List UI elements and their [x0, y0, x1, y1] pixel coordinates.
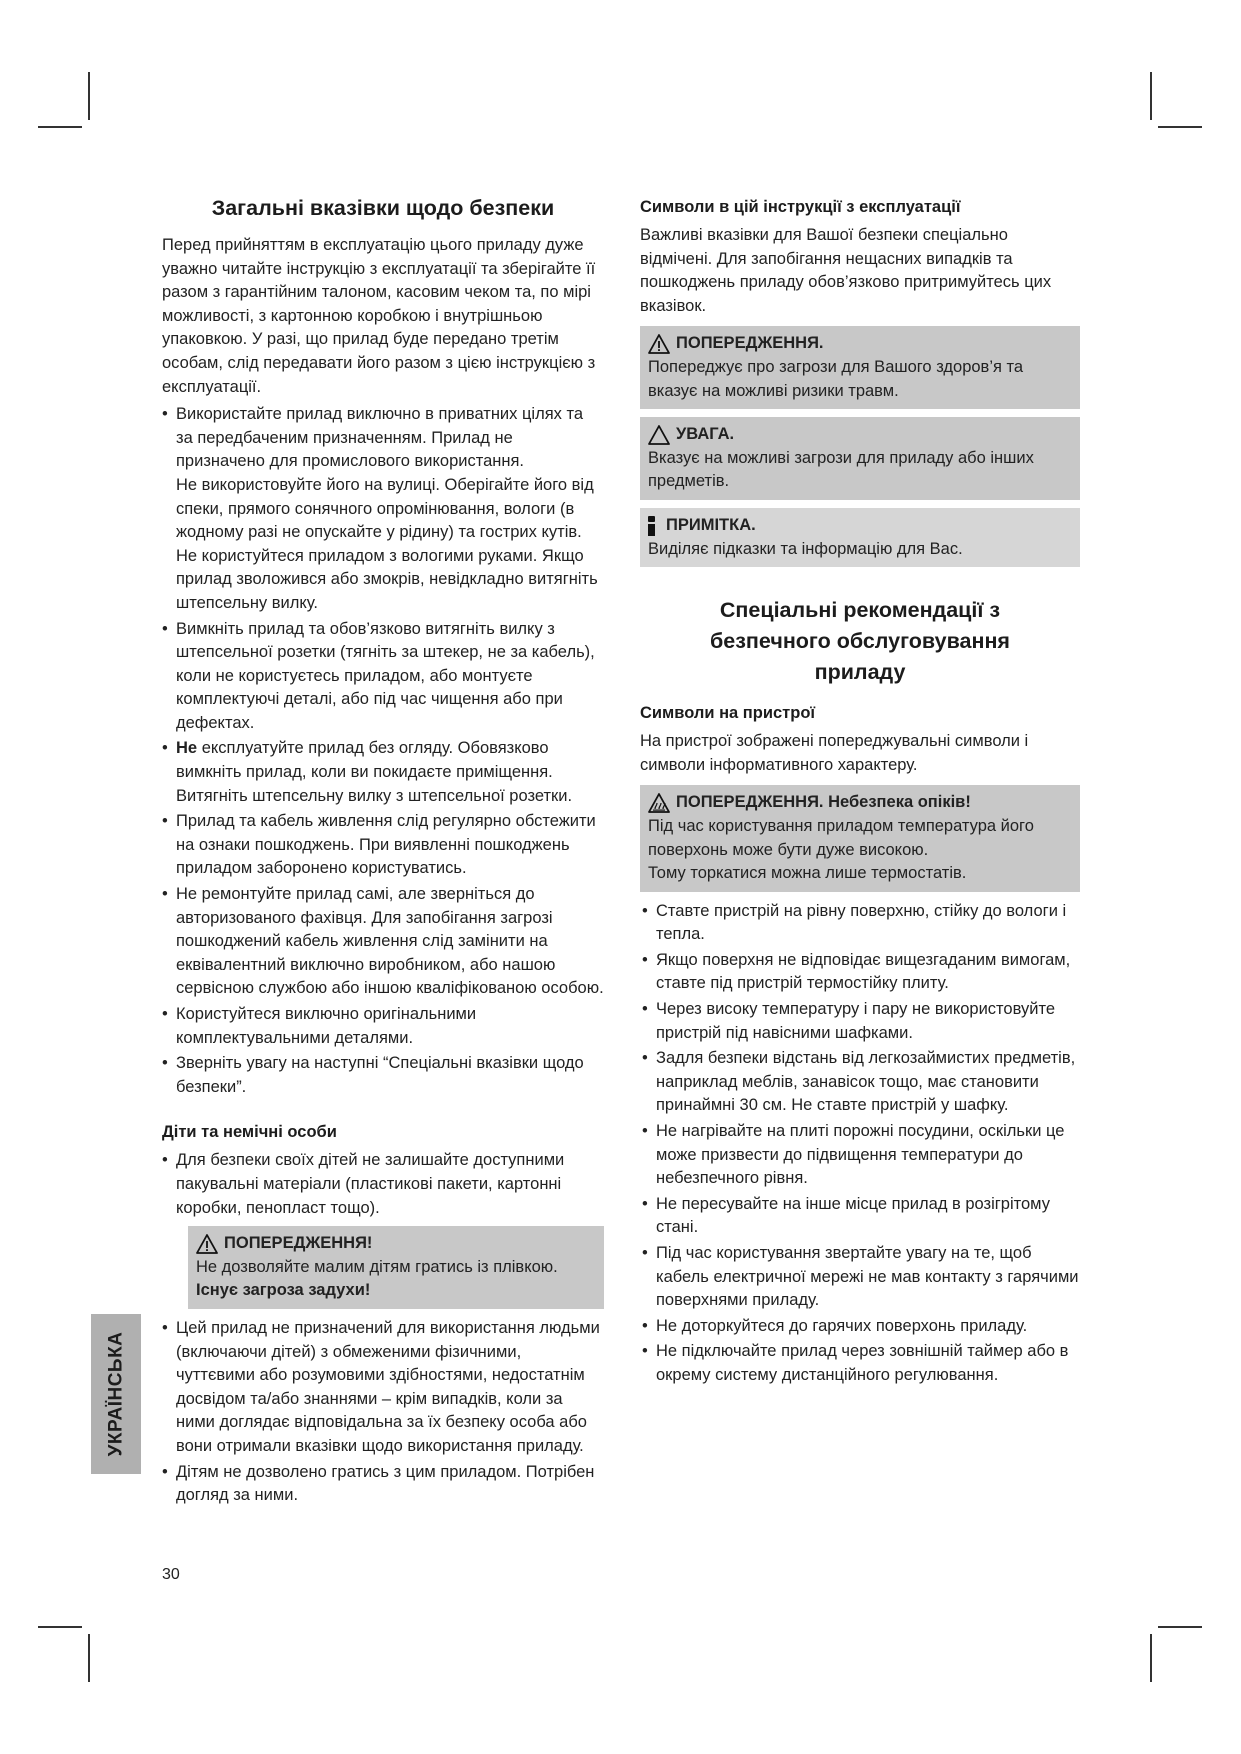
box-burn-text-1: Під час користування приладом температура його поверхонь може бути дуже високою.: [648, 816, 1034, 859]
list-item: [162, 883, 604, 1001]
list-item-text: Не ремонтуйте прилад самі, але зверніться до авторизованого фахівця. Для запобігання загрозі пошкоджений кабель живлення слід замінити на еквівалентний виключно виробником, або нашою сервісною службою або іншою кваліфікованою особою.: [176, 885, 604, 998]
list-item: • Не доторкуйтеся до гарячих поверхонь приладу.: [642, 1315, 1080, 1339]
page-number: 30: [162, 1566, 180, 1583]
crop-mark: [88, 72, 90, 120]
box-caution: [640, 417, 1080, 500]
warning-bold-text: Існує загроза задухи!: [196, 1281, 371, 1300]
section-title-special: Спеціальні рекомендації з безпечного обслуговування приладу: [710, 598, 1010, 685]
hot-surface-warning-icon: [648, 793, 670, 813]
list-item: [162, 1052, 604, 1099]
list-item: • Задля безпеки відстань від легкозаймистих предметів, наприклад меблів, занавісок тощо, має становити принаймні 30 см. Не ставте пристрій у шафку.: [642, 1047, 1080, 1118]
device-symbols-heading: Символи на пристрої: [640, 704, 816, 723]
children-heading: Діти та немічні особи: [162, 1123, 337, 1142]
warning-triangle-icon: [196, 1234, 218, 1254]
list-item-text: Цей прилад не призначений для використання людьми (включаючи дітей) з обмеженими фізичними, чуттєвими або розумовими здібностями, недостатнім досвідом та/або знаннями – крім випадків, коли за ними доглядає відповідальна за їх безпеку особа або вони отримали вказівки щодо використання приладу.: [176, 1318, 600, 1455]
box-warning-label: ПОПЕРЕДЖЕННЯ.: [676, 334, 824, 353]
warning-label: ПОПЕРЕДЖЕННЯ!: [224, 1234, 373, 1253]
list-item: • Не нагрівайте на плиті порожні посудини, оскільки це може призвести до підвищення температури до небезпечного рівня.: [642, 1120, 1080, 1191]
crop-mark: [38, 1626, 82, 1628]
list-item: • Не пересувайте на інше місце прилад в розігрітому стані.: [642, 1193, 1080, 1240]
box-burn-warning: [640, 785, 1080, 891]
list-item-bold: Не: [176, 739, 198, 758]
box-caution-label: УВАГА.: [676, 425, 735, 444]
list-item-text: експлуатуйте прилад без огляду. Обовязково вимкніть прилад, коли ви покидаєте приміщення. Витягніть штепсельну вилку з штепсельної розетки.: [176, 739, 573, 805]
warning-text: Не дозволяйте малим дітям гратись із плівкою. Існує загроза задухи!: [196, 1257, 558, 1300]
children-bullet-list: [162, 1149, 604, 1220]
box-warning: [640, 326, 1080, 409]
symbols-intro: Важливі вказівки для Вашої безпеки спеціально відмічені. Для запобігання нещасних випадків та пошкоджень приладу обов’язково притримуйтесь цих вказівок.: [640, 226, 1052, 315]
children-bullet-list-2: [162, 1317, 604, 1508]
box-warning-text: Попереджує про загрози для Вашого здоров’я та вказує на можливі ризики травм.: [648, 357, 1024, 400]
box-note: [640, 508, 1080, 567]
list-item: [162, 1003, 604, 1050]
list-item: • Через високу температуру і пару не використовуйте пристрій під навісними шафками.: [642, 998, 1080, 1045]
warning-label-row: [196, 1232, 594, 1256]
box-burn-text-2: Тому торкатися можна лише термостатів.: [648, 864, 967, 883]
list-item-text: Користуйтеся виключно оригінальними комплектувальними деталями.: [176, 1005, 477, 1047]
language-side-tab: [91, 1314, 141, 1474]
list-item: • Ставте пристрій на рівну поверхню, стійку до вологи і тепла.: [642, 900, 1080, 947]
list-item: [162, 403, 604, 615]
warning-box-suffocation: [188, 1226, 604, 1309]
crop-mark: [1158, 1626, 1202, 1628]
list-item: • Якщо поверхня не відповідає вищезгаданим вимогам, ставте під пристрій термостійку плиту.: [642, 949, 1080, 996]
section-title-safety: Загальні вказівки щодо безпеки: [211, 196, 555, 220]
list-item-text: Прилад та кабель живлення слід регулярно обстежити на ознаки пошкоджень. При виявленні пошкоджень приладом заборонено користуватись.: [176, 812, 596, 878]
list-item: • Не підключайте прилад через зовнішній таймер або в окрему систему дистанційного регулювання.: [642, 1340, 1080, 1387]
device-bullet-list: [640, 900, 1080, 1388]
box-burn-label: ПОПЕРЕДЖЕННЯ. Небезпека опіків!: [676, 793, 971, 812]
list-item-text: Зверніть увагу на наступні “Спеціальні вказівки щодо безпеки”.: [176, 1054, 584, 1096]
device-symbols-intro: На пристрої зображені попереджувальні символи і символи інформативного характеру.: [640, 732, 1029, 774]
crop-mark: [38, 126, 82, 128]
list-item: [162, 1149, 604, 1220]
list-item-text: Вимкніть прилад та обов’язково витягніть вилку з штепсельної розетки (тягніть за штекер, не за кабель), коли не користуєтесь приладом, або монтуєте комплектуючі деталі, або під час чищення або при дефектах.: [176, 619, 595, 732]
crop-mark: [1158, 126, 1202, 128]
box-caution-text: Вказує на можливі загрози для приладу або інших предметів.: [648, 448, 1034, 491]
language-label: УКРАЇНСЬКА: [105, 1331, 126, 1457]
intro-paragraph: Перед прийняттям в експлуатацію цього приладу дуже уважно читайте інструкцію з експлуатації та зберігайте її разом з гарантійним талоном, касовим чеком та, по мірі можливості, з картонною коробкою і внутрішньою упаковкою. У разі, що прилад буде передано третім особам, слід передавати його разом з цією інструкцією з експлуатації.: [162, 236, 596, 396]
list-item: [162, 618, 604, 736]
list-item-text: Для безпеки своїх дітей не залишайте доступними пакувальні матеріали (пластикові пакети, картонні коробки, пенопласт тощо).: [176, 1151, 565, 1217]
list-item: [162, 737, 604, 808]
list-item-text: Використайте прилад виключно в приватних цілях та за передбаченим призначенням. Прилад не призначено для промислового використання.: [176, 405, 584, 471]
left-column: [162, 194, 604, 1510]
right-column: [640, 194, 1080, 1390]
list-item: [162, 1461, 604, 1508]
list-item: [162, 1317, 604, 1459]
info-icon: [648, 516, 656, 536]
safety-bullet-list: [162, 403, 604, 1099]
crop-mark: [1150, 1634, 1152, 1682]
warning-triangle-icon: [648, 334, 670, 354]
box-note-label: ПРИМІТКА.: [666, 515, 756, 534]
list-item: • Під час користування звертайте увагу на те, щоб кабель електричної мережі не мав контакту з гарячими поверхнями приладу.: [642, 1242, 1080, 1313]
list-item-text: Дітям не дозволено гратись з цим приладом. Потрібен догляд за ними.: [176, 1462, 595, 1505]
crop-mark: [88, 1634, 90, 1682]
caution-triangle-icon: [648, 425, 670, 445]
list-item-continuation: Не використовуйте його на вулиці. Оберігайте його від спеки, прямого сонячного опромінювання, вологи (в жодному разі не опускайте у рідину) та гострих кутів. Не користуйтеся приладом з вологими руками. Якщо прилад зволожився або змокрів, невідкладно витягніть штепсельну вилку.: [176, 475, 598, 612]
box-note-text: Виділяє підказки та інформацію для Вас.: [648, 539, 963, 558]
list-item: [162, 810, 604, 881]
symbols-heading: Символи в цій інструкції з експлуатації: [640, 198, 961, 216]
crop-mark: [1150, 72, 1152, 120]
